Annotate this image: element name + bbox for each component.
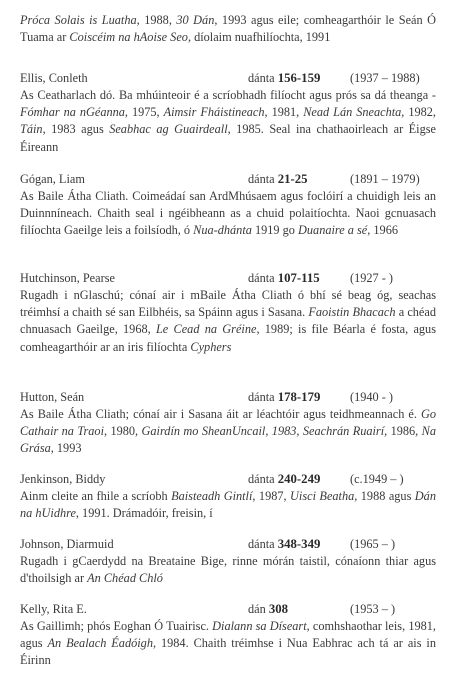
- poem-range: [248, 70, 320, 87]
- poem-label: dánta: [248, 172, 275, 186]
- text-segment: Dialann sa Díseart: [212, 619, 307, 633]
- text-segment: , 1988,: [136, 13, 177, 27]
- text-segment: Duanaire a sé: [298, 223, 368, 238]
- entry-body: [20, 406, 436, 458]
- poem-label: dánta: [248, 472, 275, 486]
- entry-body: [20, 618, 436, 670]
- poem-numbers: 178-179: [277, 390, 321, 404]
- poem-numbers: 107-115: [277, 271, 320, 285]
- poem-range: [248, 471, 320, 488]
- poem-label: dánta: [248, 390, 275, 404]
- author-name: Ellis, Conleth: [20, 71, 88, 85]
- text-segment: , 1991. Drámadóir, freisin, í: [75, 506, 213, 521]
- poem-numbers: 240-249: [277, 472, 321, 486]
- text-segment: As Gaillimh; phós Eoghan Ó Tuairisc.: [20, 619, 213, 633]
- text-segment: Uisci Beatha: [290, 489, 355, 503]
- entry-header: [20, 270, 436, 287]
- entry-hutchinson: [20, 270, 436, 356]
- poem-label: dánta: [248, 537, 275, 551]
- poem-label: dánta: [248, 71, 275, 85]
- text-segment: , 1993: [50, 441, 82, 456]
- text-segment: , 1986,: [384, 424, 422, 439]
- text-segment: , 1989; is file Béarla é fosta, agus comheagarthóir ar an iris filíochta: [20, 322, 436, 354]
- entry-header: [20, 70, 436, 87]
- text-segment: a chéad chnuasach Gaeilge, 1968,: [20, 305, 436, 337]
- entry-header: [20, 389, 436, 406]
- text-segment: As Baile Átha Cliath; cónaí air i Sasana áit ar léachtóir agus teidhmeannach é.: [20, 407, 421, 421]
- poem-range: [248, 601, 288, 618]
- entry-jenkinson: [20, 471, 436, 522]
- entry-ellis: [20, 70, 436, 156]
- entry-header: [20, 536, 436, 553]
- author-name: Gógan, Liam: [20, 172, 85, 186]
- author-name: Kelly, Rita E.: [20, 602, 87, 616]
- entry-body: [20, 188, 436, 240]
- poem-range: [248, 536, 320, 553]
- text-segment: Baisteadh Gintlí: [171, 489, 253, 503]
- text-segment: Faoistin Bhacach: [308, 305, 396, 320]
- life-dates: (1965 – ): [350, 537, 396, 551]
- poem-range: [248, 171, 308, 188]
- life-dates: (1940 - ): [350, 390, 394, 404]
- entry-header: [20, 171, 436, 188]
- author-name: Hutton, Seán: [20, 390, 85, 404]
- poem-numbers: 308: [268, 602, 289, 616]
- text-segment: , 1985. Seal ina chathaoirleach ar Éigse Éireann: [20, 122, 436, 154]
- text-segment: , 1980,: [104, 424, 142, 439]
- poem-numbers: 348-349: [277, 537, 321, 551]
- life-dates: (c.1949 – ): [350, 472, 404, 486]
- poem-range: [248, 270, 320, 287]
- entry-body: [20, 287, 436, 356]
- text-segment: , díolaim nuafhilíochta, 1991: [187, 30, 331, 44]
- text-segment: Go Cathair na Traoi: [20, 407, 436, 439]
- text-segment: Gairdín mo SheanUncail, 1983, Seachrán Ruairí: [141, 424, 385, 439]
- text-segment: Cyphers: [190, 339, 232, 354]
- text-segment: Nua-dhánta: [193, 223, 252, 238]
- entry-header: [20, 601, 436, 618]
- text-segment: 30 Dán: [176, 13, 215, 27]
- text-segment: Coiscéim na hAoise Seo: [69, 30, 188, 44]
- text-segment: , 1975,: [124, 105, 164, 120]
- entry-hutton: [20, 389, 436, 458]
- text-segment: Rugadh i gCaerdydd na Breataine Bige, rinne mórán taistil, cónaíonn thiar agus d'thoilsigh ar: [20, 554, 436, 586]
- life-dates: (1937 – 1988): [350, 71, 420, 85]
- poem-numbers: 156-159: [277, 71, 321, 85]
- text-segment: Fómhar na nGéanna: [20, 105, 125, 120]
- text-segment: Rugadh i nGlaschú; cónaí air i mBaile Átha Cliath ó bhí sé beag óg, seachas tréimhsí a chaith sé san Eilbhéis, sa Spáinn agus i Sasana.: [20, 288, 436, 320]
- text-segment: An Bealach Éadóigh: [47, 636, 153, 651]
- entry-body: [20, 87, 436, 156]
- text-segment: As Ceatharlach dó. Ba mhúinteoir é a scríobhadh filíocht agus prós sa dá theanga -: [20, 88, 436, 102]
- text-segment: Táin: [20, 122, 43, 137]
- text-segment: 1919 go: [251, 223, 299, 238]
- text-segment: Próca Solais is Luatha: [20, 13, 137, 27]
- text-segment: Dán na hUidhre: [20, 489, 436, 521]
- text-segment: An Chéad Chló: [87, 571, 163, 586]
- text-segment: , 1987,: [252, 489, 291, 503]
- text-segment: , 1988 agus: [354, 489, 415, 503]
- text-segment: , 1982,: [401, 105, 436, 120]
- text-segment: , 1983 agus: [42, 122, 110, 137]
- poem-range: [248, 389, 320, 406]
- entry-johnson: [20, 536, 436, 587]
- text-segment: , 1984. Chaith tréimhse i Nua Eabhrac ach tá ar ais in Éirinn: [20, 636, 436, 668]
- author-name: Hutchinson, Pearse: [20, 271, 115, 285]
- text-segment: Seabhac ag Guairdeall: [109, 122, 228, 137]
- text-segment: Na Grása: [20, 424, 437, 456]
- entry-gogan: [20, 171, 436, 240]
- text-segment: , comhshaothar leis, 1981, agus: [20, 619, 437, 651]
- text-segment: As Baile Átha Cliath. Coimeádaí san ArdMhúsaem agus foclóirí a chuidigh leis an Duinnníneach. Chaith seal i ngéibheann as a chuid polaitíochta. Naoi gcnuasach filíochta Gaeilge leis a foilsíodh, ó: [20, 189, 436, 238]
- text-segment: Ainm cleite an fhile a scríobh: [20, 489, 172, 503]
- entry-body: [20, 488, 436, 522]
- entry-body: [20, 553, 436, 587]
- poem-label: dán: [248, 602, 266, 616]
- text-segment: , 1981,: [264, 105, 304, 120]
- continuation-paragraph: [20, 12, 436, 46]
- text-segment: , 1993 agus eile; comheagarthóir le Seán Ó Tuama ar: [20, 13, 437, 44]
- life-dates: (1891 – 1979): [350, 172, 420, 186]
- poem-numbers: 21-25: [277, 172, 308, 186]
- author-name: Jenkinson, Biddy: [20, 472, 106, 486]
- entry-kelly: [20, 601, 436, 670]
- text-segment: , 1966: [367, 223, 398, 238]
- life-dates: (1927 - ): [350, 271, 394, 285]
- author-name: Johnson, Diarmuid: [20, 537, 114, 551]
- text-segment: Aimsir Fháistineach: [163, 105, 265, 120]
- entry-header: [20, 471, 436, 488]
- life-dates: (1953 – ): [350, 602, 396, 616]
- poem-label: dánta: [248, 271, 275, 285]
- text-segment: Nead Lán Sneachta: [303, 105, 402, 120]
- text-segment: Le Cead na Gréine: [155, 322, 257, 337]
